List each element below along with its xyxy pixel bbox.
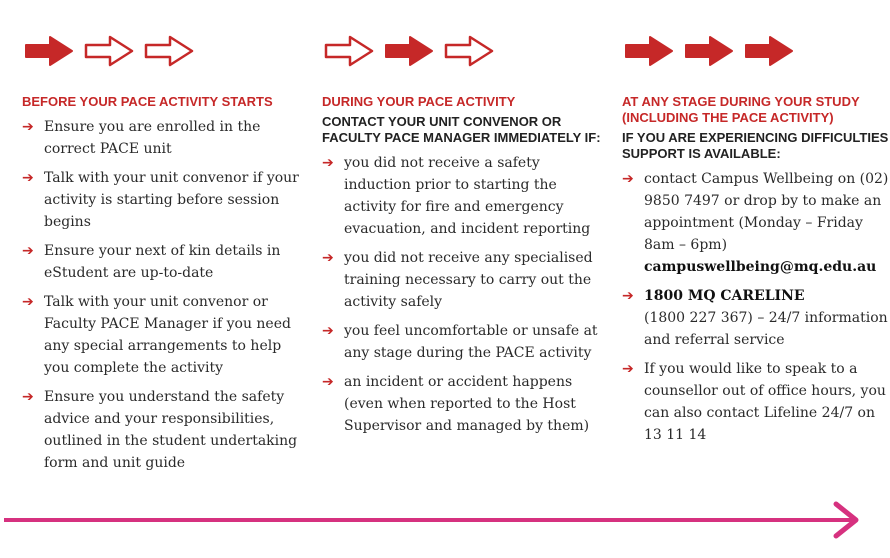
arrow-shape [26,37,72,65]
arrow-bullet-icon: ➔ [322,323,334,339]
arrow-bullet-icon: ➔ [22,119,34,135]
list-item-text: you feel uncomfortable or unsafe at any stage during the PACE activity [344,323,598,361]
checklist [22,116,307,474]
careline-title: 1800 MQ CARELINE [644,288,805,304]
list-item [322,152,607,240]
list-item-text: Talk with your unit convenor or Faculty PACE Manager if you need any special arrangements to help you complete the activity [44,294,291,376]
arrow-bullet-icon: ➔ [22,170,34,186]
progress-arrows [322,34,607,68]
arrow-bullet-icon: ➔ [622,288,634,304]
list-item-text: an incident or accident happens (even when reported to the Host Supervisor and managed by them) [344,374,590,434]
arrow-shape [86,37,132,65]
careline-text: (1800 227 367) – 24/7 information and referral service [644,310,888,348]
arrow-bullet-icon: ➔ [622,361,634,377]
arrow-filled-icon [682,34,736,68]
list-item [322,320,607,364]
arrow-shape [686,37,732,65]
support-list [622,168,890,446]
list-item [22,116,307,160]
list-item [22,167,307,233]
section-subheading: CONTACT YOUR UNIT CONVENOR OR FACULTY PACE MANAGER IMMEDIATELY IF: [322,114,601,145]
arrow-outline-icon [322,34,376,68]
list-item-text: you did not receive any specialised training necessary to carry out the activity safely [344,250,593,310]
arrow-shape [386,37,432,65]
column-before-activity [22,34,307,481]
arrow-filled-icon [22,34,76,68]
arrow-shape [446,37,492,65]
column-during-activity [322,34,607,444]
arrow-filled-icon [622,34,676,68]
list-item-text: Talk with your unit convenor if your activity is starting before session begins [44,170,299,230]
progress-arrows [622,34,890,68]
arrow-outline-icon [142,34,196,68]
arrow-bullet-icon: ➔ [322,250,334,266]
arrow-outline-icon [82,34,136,68]
checklist [322,152,607,437]
lifeline-text: If you would like to speak to a counsellor out of office hours, you can also contact Lifeline 24/7 on 13 11 14 [644,361,886,443]
wellbeing-email-link[interactable]: campuswellbeing@mq.edu.au [644,259,877,275]
section-heading: BEFORE YOUR PACE ACTIVITY STARTS [22,94,273,109]
arrow-shape [626,37,672,65]
list-item [22,386,307,474]
list-item [322,371,607,437]
list-item-wellbeing [622,168,890,278]
timeline-arrow-icon [4,500,866,540]
list-item [22,240,307,284]
arrow-bullet-icon: ➔ [622,171,634,187]
arrow-filled-icon [382,34,436,68]
arrow-outline-icon [442,34,496,68]
list-item-text: Ensure you understand the safety advice and your responsibilities, outlined in the student undertaking form and unit guide [44,389,298,471]
arrow-bullet-icon: ➔ [22,243,34,259]
arrow-bullet-icon: ➔ [322,374,334,390]
column-any-stage [622,34,890,453]
section-heading: AT ANY STAGE DURING YOUR STUDY (INCLUDING THE PACE ACTIVITY) [622,94,860,125]
arrow-shape [146,37,192,65]
section-heading: DURING YOUR PACE ACTIVITY [322,94,516,109]
arrow-bullet-icon: ➔ [22,294,34,310]
section-subheading: IF YOU ARE EXPERIENCING DIFFICULTIES SUPPORT IS AVAILABLE: [622,130,889,161]
list-item-lifeline [622,358,890,446]
arrow-bullet-icon: ➔ [22,389,34,405]
arrow-shape [746,37,792,65]
list-item [22,291,307,379]
list-item [322,247,607,313]
list-item-careline [622,285,890,351]
arrow-filled-icon [742,34,796,68]
progress-arrows [22,34,307,68]
arrow-shape [326,37,372,65]
list-item-text: you did not receive a safety induction prior to starting the activity for fire and emergency evacuation, and incident reporting [344,155,591,237]
wellbeing-text: contact Campus Wellbeing on (02) 9850 7497 or drop by to make an appointment (Monday – Friday 8am – 6pm) [644,171,889,253]
list-item-text: Ensure your next of kin details in eStudent are up-to-date [44,243,281,281]
list-item-text: Ensure you are enrolled in the correct PACE unit [44,119,261,157]
arrow-bullet-icon: ➔ [322,155,334,171]
